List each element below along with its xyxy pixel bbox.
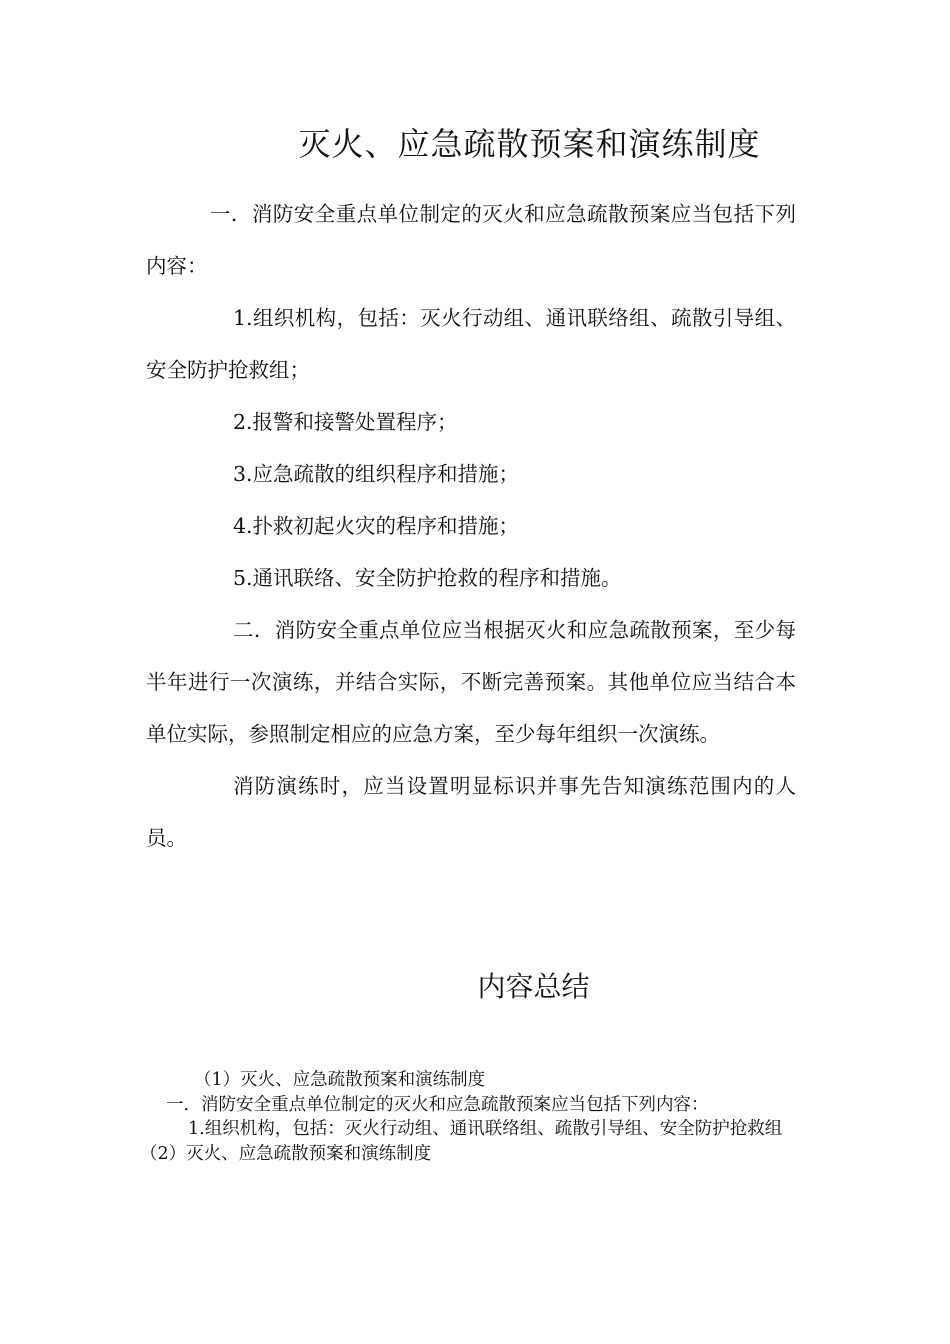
list-item-3: 3.应急疏散的组织程序和措施； xyxy=(233,462,520,486)
list-item-5: 5.通讯联络、安全防护抢救的程序和措施。 xyxy=(233,566,622,590)
summary-block xyxy=(140,1068,806,1166)
section-two-paragraph: 二．消防安全重点单位应当根据灭火和应急疏散预案，至少每半年进行一次演练，并结合实际，不断完善预案。其他单位应当结合本单位实际，参照制定相应的应急方案，至少每年组织一次演练。 xyxy=(146,618,796,746)
list-item-2: 2.报警和接警处置程序； xyxy=(233,410,458,434)
list-item-1: 1.组织机构，包括：灭火行动组、通讯联络组、疏散引导组、安全防护抢救组； xyxy=(146,306,796,382)
document-body xyxy=(146,188,796,864)
section-one-intro: 一．消防安全重点单位制定的灭火和应急疏散预案应当包括下列内容： xyxy=(146,202,796,278)
summary-line-2: 一．消防安全重点单位制定的灭火和应急疏散预案应当包括下列内容： xyxy=(166,1094,709,1115)
drill-notice-paragraph: 消防演练时，应当设置明显标识并事先告知演练范围内的人员。 xyxy=(146,774,796,850)
summary-line-1: （1）灭火、应急疏散预案和演练制度 xyxy=(194,1070,486,1090)
document-title: 灭火、应急疏散预案和演练制度 xyxy=(298,125,761,163)
summary-title: 内容总结 xyxy=(477,970,590,1003)
list-item-4: 4.扑救初起火灾的程序和措施； xyxy=(233,514,520,538)
summary-line-4: （2）灭火、应急疏散预案和演练制度 xyxy=(140,1143,432,1164)
summary-line-3: 1.组织机构，包括：灭火行动组、通讯联络组、疏散引导组、安全防护抢救组 xyxy=(188,1119,783,1139)
